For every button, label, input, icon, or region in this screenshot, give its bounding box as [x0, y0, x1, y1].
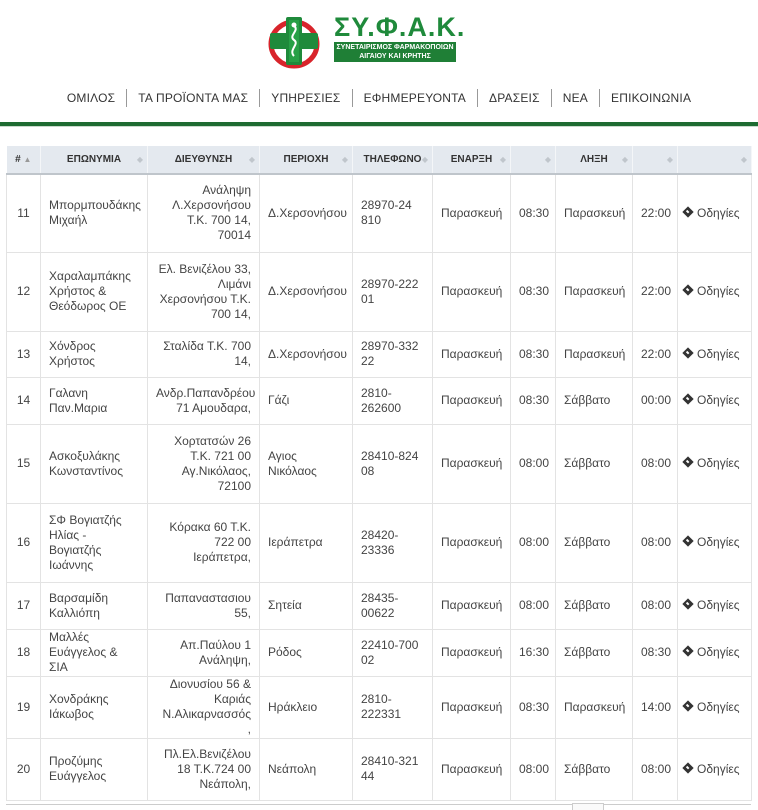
directions-link[interactable] — [684, 284, 740, 298]
col-header-end-label: ΛΗΞΗ — [580, 154, 608, 165]
directions-cell — [678, 629, 752, 676]
directions-cell — [678, 252, 752, 331]
sort-icon: ◆ — [136, 155, 143, 164]
pharmacy-cross-logo-icon — [268, 14, 334, 70]
pharmacy-name: Ασκοξυλάκης Κωνσταντίνος — [41, 424, 148, 503]
logo-subtitle-line2: ΑΙΓΑΙΟΥ ΚΑΙ ΚΡΗΤΗΣ — [359, 53, 431, 60]
header-divider-shadow — [0, 126, 758, 127]
pharmacy-address: Παπαναστασιου 55, — [148, 582, 260, 629]
col-header-address-label: ΔΙΕΥΘΥΝΣΗ — [174, 154, 233, 165]
row-number: 11 — [7, 174, 41, 252]
start-day: Παρασκευή — [433, 252, 511, 331]
col-header-name-label: ΕΠΩΝΥΜΙΑ — [66, 154, 122, 165]
row-number: 20 — [7, 738, 41, 800]
directions-cell — [678, 676, 752, 738]
directions-link[interactable] — [684, 456, 740, 470]
pharmacy-area: Ιεράπετρα — [260, 503, 353, 582]
pharmacy-address: Διονυσίου 56 & Καριάς Ν.Αλικαρνασσός , — [148, 676, 260, 738]
pharmacy-address: Σταλίδα Τ.Κ. 700 14, — [148, 331, 260, 377]
directions-arrow-icon — [682, 762, 693, 773]
directions-label: Οδηγίες — [697, 761, 740, 776]
pharmacy-phone: 2810-222331 — [353, 676, 433, 738]
directions-label: Οδηγίες — [697, 205, 740, 220]
row-number: 12 — [7, 252, 41, 331]
end-time: 14:00 — [633, 676, 678, 738]
table-row — [7, 252, 752, 331]
table-row — [7, 676, 752, 738]
directions-cell — [678, 424, 752, 503]
directions-cell — [678, 582, 752, 629]
table-row — [7, 424, 752, 503]
pharmacy-area: Αγιος Νικόλαος — [260, 424, 353, 503]
directions-arrow-icon — [682, 393, 693, 404]
col-header-phone[interactable] — [353, 146, 433, 174]
start-time: 08:30 — [511, 331, 556, 377]
sort-icon: ◆ — [499, 155, 506, 164]
sort-icon: ◆ — [544, 155, 551, 164]
table-row — [7, 582, 752, 629]
table-row — [7, 331, 752, 377]
end-time: 08:30 — [633, 629, 678, 676]
directions-arrow-icon — [682, 535, 693, 546]
col-header-address[interactable] — [148, 146, 260, 174]
table-row — [7, 377, 752, 424]
start-day: Παρασκευή — [433, 582, 511, 629]
col-header-phone-label: ΤΗΛΕΦΩΝΟ — [363, 154, 422, 165]
table-row — [7, 738, 752, 800]
start-time: 16:30 — [511, 629, 556, 676]
pharmacy-name: Χόνδρος Χρήστος — [41, 331, 148, 377]
start-time: 08:00 — [511, 424, 556, 503]
end-time: 08:00 — [633, 738, 678, 800]
start-time: 08:00 — [511, 738, 556, 800]
start-time: 08:30 — [511, 377, 556, 424]
end-time: 08:00 — [633, 503, 678, 582]
sort-icon: ◆ — [666, 155, 673, 164]
directions-label: Οδηγίες — [697, 284, 740, 298]
pharmacy-name: Χονδράκης Ιάκωβος — [41, 676, 148, 738]
directions-link[interactable] — [684, 762, 740, 776]
directions-link[interactable] — [684, 347, 740, 361]
directions-arrow-icon — [682, 206, 693, 217]
nav-item-group[interactable]: ΟΜΙΛΟΣ — [56, 89, 127, 107]
nav-item-contact[interactable]: ΕΠΙΚΟΙΝΩΝΙΑ — [611, 91, 692, 105]
pharmacy-area: Ηράκλειο — [260, 676, 353, 738]
pharmacy-area: Σητεία — [260, 582, 353, 629]
pharmacy-phone: 22410-700 02 — [353, 629, 433, 676]
pharmacy-name: ΣΦ Βογιατζής Ηλίας - Βογιατζής Ιωάννης — [41, 503, 148, 582]
logo-title: ΣΥ.Φ.Α.Κ. — [334, 12, 466, 42]
sort-icon: ◆ — [621, 155, 628, 164]
nav-item-on-duty[interactable]: ΕΦΗΜΕΡΕΥΟΝΤΑ — [353, 89, 478, 107]
directions-label: Οδηγίες — [697, 598, 740, 612]
pharmacy-phone: 28970-332 22 — [353, 331, 433, 377]
end-day: Παρασκευή — [556, 252, 633, 331]
row-number: 15 — [7, 424, 41, 503]
start-time: 08:00 — [511, 582, 556, 629]
table-row — [7, 174, 752, 252]
start-day: Παρασκευή — [433, 424, 511, 503]
directions-link[interactable] — [684, 700, 740, 714]
end-time: 00:00 — [633, 377, 678, 424]
directions-label: Οδηγίες — [697, 393, 740, 407]
directions-link[interactable] — [684, 645, 740, 659]
start-day: Παρασκευή — [433, 676, 511, 738]
start-day: Παρασκευή — [433, 331, 511, 377]
nav-item-products[interactable]: ΤΑ ΠΡΟΪΟΝΤΑ ΜΑΣ — [127, 89, 260, 107]
start-day: Παρασκευή — [433, 738, 511, 800]
directions-arrow-icon — [682, 284, 693, 295]
end-time: 08:00 — [633, 424, 678, 503]
pharmacy-address: Ελ. Βενιζέλου 33, Λιμάνι Χερσονήσου Τ.Κ. 700 14, — [148, 252, 260, 331]
start-day: Παρασκευή — [433, 377, 511, 424]
end-day: Σάββατο — [556, 503, 633, 582]
directions-link[interactable] — [684, 206, 740, 220]
end-day: Παρασκευή — [556, 174, 633, 252]
pharmacy-area: Δ.Χερσονήσου — [260, 174, 353, 252]
start-time: 08:30 — [511, 252, 556, 331]
pharmacy-phone: 2810-262600 — [353, 377, 433, 424]
on-duty-pharmacies-table — [6, 146, 752, 801]
row-number: 19 — [7, 676, 41, 738]
directions-cell — [678, 738, 752, 800]
pharmacy-phone: 28420-23336 — [353, 503, 433, 582]
directions-cell — [678, 174, 752, 252]
pharmacy-name: Γαλανη Παν.Μαρια — [41, 377, 148, 424]
row-number: 16 — [7, 503, 41, 582]
pharmacy-address: Ανάληψη Λ.Χερσονήσου Τ.Κ. 700 14, 70014 — [148, 174, 260, 252]
pharmacy-area: Νεάπολη — [260, 738, 353, 800]
end-day: Παρασκευή — [556, 331, 633, 377]
col-header-area[interactable] — [260, 146, 353, 174]
pharmacy-area: Δ.Χερσονήσου — [260, 331, 353, 377]
end-day: Σάββατο — [556, 424, 633, 503]
pharmacy-phone: 28970-222 01 — [353, 252, 433, 331]
row-number: 18 — [7, 629, 41, 676]
directions-arrow-icon — [682, 700, 693, 711]
row-number: 17 — [7, 582, 41, 629]
end-time: 08:00 — [633, 582, 678, 629]
col-header-start-time[interactable] — [511, 146, 556, 174]
nav-item-news[interactable]: ΝΕΑ — [552, 89, 600, 107]
sort-asc-icon: ▲ — [23, 155, 32, 164]
pharmacy-address: Πλ.Ελ.Βενιζέλου 18 Τ.Κ.724 00 Νεάπολη, — [148, 738, 260, 800]
directions-cell — [678, 331, 752, 377]
col-header-end[interactable] — [556, 146, 633, 174]
pharmacy-area: Ρόδος — [260, 629, 353, 676]
col-header-name[interactable] — [41, 146, 148, 174]
nav-item-services[interactable]: ΥΠΗΡΕΣΙΕΣ — [260, 89, 352, 107]
end-day: Σάββατο — [556, 738, 633, 800]
row-number: 14 — [7, 377, 41, 424]
pharmacy-address: Απ.Παύλου 1 Ανάληψη, — [148, 629, 260, 676]
row-number: 13 — [7, 331, 41, 377]
pharmacy-address: Χορτατσών 26 Τ.Κ. 721 00 Αγ.Νικόλαος, 72100 — [148, 424, 260, 503]
directions-arrow-icon — [682, 645, 693, 656]
directions-label: Οδηγίες — [697, 699, 740, 714]
directions-link[interactable] — [684, 393, 740, 407]
directions-arrow-icon — [682, 347, 693, 358]
end-day: Σάββατο — [556, 582, 633, 629]
pharmacy-name: Χαραλαμπάκης Χρήστος & Θεόδωρος ΟΕ — [41, 252, 148, 331]
sort-icon: ◆ — [740, 155, 747, 164]
pharmacy-name: Προζύμης Ευάγγελος — [41, 738, 148, 800]
table-header-row — [7, 146, 752, 174]
start-time: 08:30 — [511, 676, 556, 738]
nav-item-actions[interactable]: ΔΡΑΣΕΙΣ — [478, 89, 552, 107]
end-time: 22:00 — [633, 174, 678, 252]
directions-label: Οδηγίες — [697, 346, 740, 361]
pharmacy-area: Δ.Χερσονήσου — [260, 252, 353, 331]
sort-icon: ◆ — [341, 155, 348, 164]
main-nav — [0, 89, 758, 107]
directions-link[interactable] — [684, 535, 740, 549]
pharmacy-area: Γάζι — [260, 377, 353, 424]
col-header-num-label: # — [15, 154, 21, 165]
pharmacy-address: Κόρακα 60 Τ.Κ. 722 00 Ιεράπετρα, — [148, 503, 260, 582]
directions-cell — [678, 503, 752, 582]
pharmacy-name: Μπορμπουδάκης Μιχαήλ — [41, 174, 148, 252]
start-day: Παρασκευή — [433, 174, 511, 252]
end-time: 22:00 — [633, 252, 678, 331]
start-time: 08:00 — [511, 503, 556, 582]
col-header-directions[interactable] — [678, 146, 752, 174]
site-logo[interactable] — [268, 12, 466, 70]
pharmacy-address: Ανδρ.Παπανδρέου 71 Αμουδαρα, — [148, 377, 260, 424]
pharmacy-phone: 28435-00622 — [353, 582, 433, 629]
logo-subtitle-line1: ΣΥΝΕΤΑΙΡΙΣΜΟΣ ΦΑΡΜΑΚΟΠΟΙΩΝ — [336, 44, 454, 51]
table-row — [7, 503, 752, 582]
pharmacy-name: Μαλλές Ευάγγελος & ΣΙΑ — [41, 629, 148, 676]
sort-icon: ◆ — [421, 155, 428, 164]
pharmacy-phone: 28970-24 810 — [353, 174, 433, 252]
col-header-start-label: ΕΝΑΡΞΗ — [450, 154, 493, 165]
start-day: Παρασκευή — [433, 503, 511, 582]
pharmacy-phone: 28410-824 08 — [353, 424, 433, 503]
col-header-end-time[interactable] — [633, 146, 678, 174]
directions-label: Οδηγίες — [697, 456, 740, 470]
directions-link[interactable] — [684, 598, 740, 612]
col-header-num[interactable] — [7, 146, 41, 174]
start-time: 08:30 — [511, 174, 556, 252]
pharmacy-phone: 28410-321 44 — [353, 738, 433, 800]
logo-subtitle — [334, 42, 456, 62]
directions-arrow-icon — [682, 598, 693, 609]
pharmacy-name: Βαρσαμίδη Καλλιόπη — [41, 582, 148, 629]
col-header-start[interactable] — [433, 146, 511, 174]
directions-label: Οδηγίες — [697, 535, 740, 549]
col-header-area-label: ΠΕΡΙΟΧΗ — [283, 154, 329, 165]
sort-icon: ◆ — [248, 155, 255, 164]
end-time: 22:00 — [633, 331, 678, 377]
end-day: Παρασκευή — [556, 676, 633, 738]
directions-cell — [678, 377, 752, 424]
table-row — [7, 629, 752, 676]
end-day: Σάββατο — [556, 629, 633, 676]
start-day: Παρασκευή — [433, 629, 511, 676]
directions-arrow-icon — [682, 456, 693, 467]
pagination-stub[interactable] — [572, 803, 604, 810]
table-bottom-border — [6, 804, 751, 805]
end-day: Σάββατο — [556, 377, 633, 424]
directions-label: Οδηγίες — [697, 645, 740, 659]
